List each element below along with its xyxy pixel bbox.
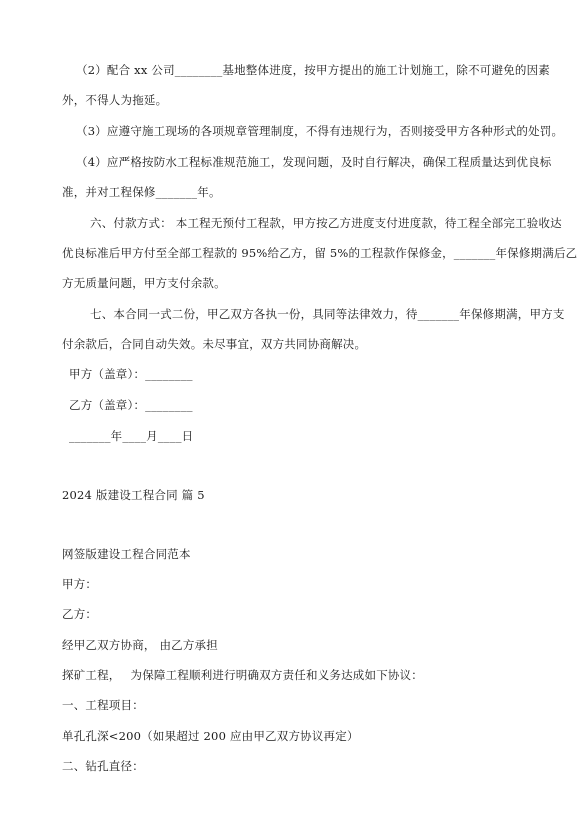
payment-line-3: 方无质量问题，甲方支付余款。 [62, 276, 226, 290]
party-b-label: 乙方： [62, 607, 98, 621]
section-heading: 2024 版建设工程合同 篇 5 [62, 488, 205, 502]
date-line: _______年____月____日 [69, 429, 194, 443]
negotiation-line: 经甲乙双方协商， 由乙方承担 [62, 638, 218, 652]
clause-3-line: （3）应遵守施工现场的各项规章管理制度，不得有违规行为，否则接受甲方各种形式的处罚。 [76, 124, 564, 138]
payment-line-1: 六、付款方式： 本工程无预付工程款，甲方按乙方进度支付进度款，待工程全部完工验收达 [90, 216, 562, 230]
clause-4-line-1: （4）应严格按防水工程标准规范施工，发现问题，及时自行解决，确保工程质量达到优良标 [76, 155, 552, 169]
purpose-text: 为保障工程顺利进行明确双方责任和义务达成如下协议： [130, 668, 423, 682]
purpose-line [62, 667, 423, 683]
party-b-seal-line: 乙方（盖章）：________ [69, 398, 193, 412]
clause-2-line-1: （2）配合 xx 公司________基地整体进度，按甲方提出的施工计划施工，除不可避免的因素 [76, 63, 550, 77]
party-a-seal-line: 甲方（盖章）：________ [69, 367, 193, 381]
clause-4-line-2: 准，并对工程保修_______年。 [62, 185, 221, 199]
copies-line-2: 付余款后，合同自动失效。未尽事宜，双方共同协商解决。 [62, 337, 367, 351]
copies-line-1: 七、本合同一式二份，甲乙双方各执一份，具同等法律效力，待_______年保修期满，甲方支 [90, 307, 565, 321]
depth-spec: 单孔孔深<200（如果超过 200 应由甲乙双方协议再定） [62, 729, 359, 743]
payment-line-2: 优良标准后甲方付至全部工程款的 95%给乙方，留 5%的工程款作保修金，_______年保修期满后乙 [62, 246, 578, 260]
contract-title: 网签版建设工程合同范本 [62, 547, 191, 561]
project-heading: 一、工程项目： [62, 698, 144, 712]
purpose-prefix: 探矿工程， [62, 668, 121, 682]
party-a-label: 甲方： [62, 577, 98, 591]
diameter-heading: 二、钻孔直径： [62, 759, 144, 773]
clause-2-line-2: 外，不得人为拖延。 [62, 93, 168, 107]
